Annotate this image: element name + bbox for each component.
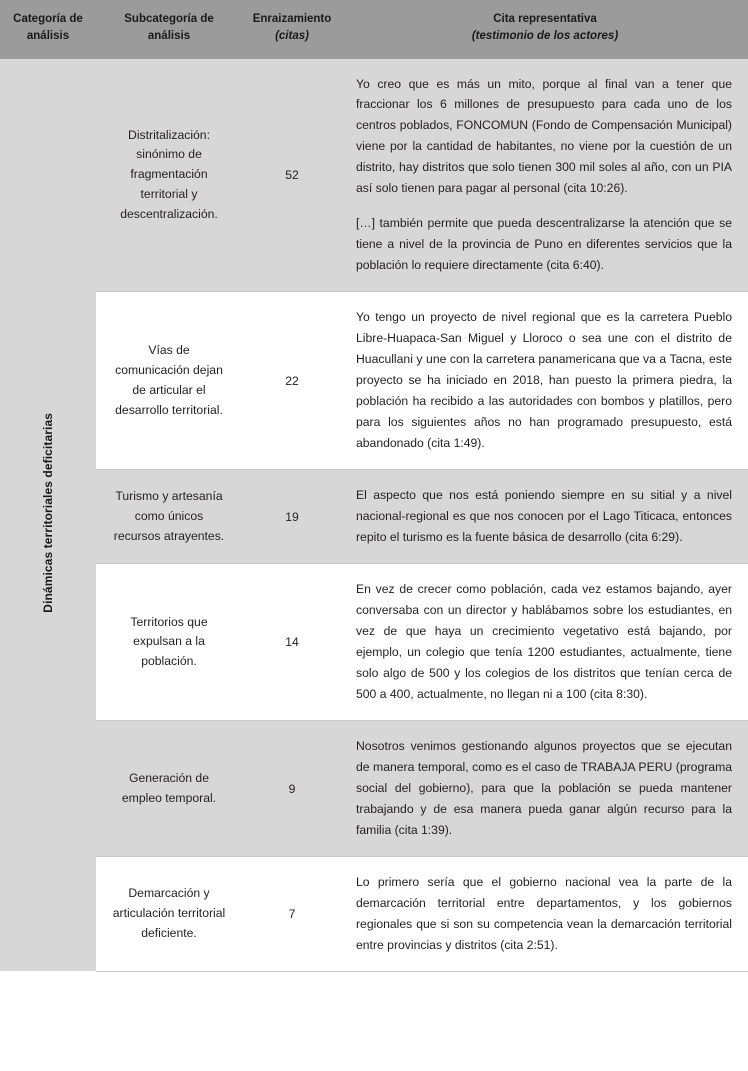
quote-paragraph: En vez de crecer como población, cada vez estamos bajando, ayer conversaba con un director y hablábamos sobre los estudiantes, en vez de que haya un crecimiento vegetativo está bajando, por ejemplo, un colegio que tenía 1200 estudiantes, actualmente, tiene solo algo de 500 y los colegios de los distritos que tenían cerca de 500 a 400, actualmente, no llegan ni a 100 (cita 8:30). [356, 582, 732, 702]
subcategory-cell: Distritalización: sinónimo de fragmentación territorial y descentralización. [96, 59, 242, 292]
table-row [0, 59, 748, 292]
table-row [0, 564, 748, 721]
subcategory-cell: Demarcación y articulación territorial deficiente. [96, 857, 242, 972]
table-head [0, 0, 748, 59]
quote-paragraph: Lo primero sería que el gobierno nacional vea la parte de la demarcación territorial entre departamentos, y los gobiernos regionales que si son su competencia vean la demarcación territorial entre provincias y distritos (cita 2:51). [356, 875, 732, 952]
subcategory-cell: Territorios que expulsan a la población. [96, 564, 242, 721]
enraizamiento-cell: 7 [242, 857, 342, 972]
column-header-categoria-line2: análisis [26, 30, 70, 43]
column-header-categoria [0, 0, 96, 59]
column-header-subcategoria-line1: Subcategoría de [124, 13, 214, 25]
quote-cell [342, 59, 748, 292]
subcategory-cell: Generación de empleo temporal. [96, 721, 242, 857]
enraizamiento-cell: 14 [242, 564, 342, 721]
column-header-cita [342, 0, 748, 59]
quote-cell [342, 564, 748, 721]
column-header-enraizamiento-line1: Enraizamiento [252, 13, 332, 25]
enraizamiento-cell: 9 [242, 721, 342, 857]
quote-paragraph: […] también permite que pueda descentralizarse la atención que se tiene a nivel de la provincia de Puno en diferentes servicios que la población lo requiere directamente (cita 6:40). [356, 216, 732, 273]
column-header-subcategoria [96, 0, 242, 59]
header-row [0, 0, 748, 59]
table-row [0, 721, 748, 857]
column-header-cita-line2: (testimonio de los actores) [471, 30, 619, 43]
column-header-categoria-line1: Categoría de [13, 13, 83, 25]
enraizamiento-cell: 52 [242, 59, 342, 292]
enraizamiento-cell: 19 [242, 470, 342, 564]
quote-cell [342, 470, 748, 564]
column-header-enraizamiento-line2: (citas) [275, 30, 309, 43]
table-row [0, 292, 748, 470]
quote-cell [342, 857, 748, 972]
quote-paragraph: Nosotros venimos gestionando algunos proyectos que se ejecutan de manera temporal, como es el caso de TRABAJA PERU (programa social del gobierno), para que la población se pueda mantener trabajando y de esa manera pueda ganar algún recurso para la familia (cita 1:39). [356, 739, 732, 838]
quote-cell [342, 292, 748, 470]
table-body [0, 59, 748, 972]
subcategory-cell: Turismo y artesanía como únicos recursos atrayentes. [96, 470, 242, 564]
quote-cell [342, 721, 748, 857]
category-cell [0, 59, 96, 972]
column-header-subcategoria-line2: análisis [147, 30, 191, 43]
table-row [0, 857, 748, 972]
table-row [0, 470, 748, 564]
quote-paragraph: Yo creo que es más un mito, porque al final van a tener que fraccionar los 6 millones de presupuesto para cada uno de los centros poblados, FONCOMUN (Fondo de Compensación Municipal) viene por la cantidad de habitantes, no viene por la cuestión de un distrito, hay distritos que solo tienen 300 mil soles al año, con un PIA así solo tienen para pagar al personal (cita 10:26). [356, 76, 732, 196]
quote-paragraph: El aspecto que nos está poniendo siempre en su sitial y a nivel nacional-regional es que nos conocen por el Lago Titicaca, entonces repito el turismo es la fuente básica de desarrollo (cita 6:29). [356, 488, 732, 545]
column-header-cita-line1: Cita representativa [493, 13, 597, 25]
enraizamiento-cell: 22 [242, 292, 342, 470]
quote-paragraph: Yo tengo un proyecto de nivel regional que es la carretera Pueblo Libre-Huapaca-San Miguel y Lloroco o sea une con el distrito de Huacullani y une con la carretera panamericana que va a Tacna, este proyecto se ha iniciado en 2018, han puesto la primera piedra, la población ha recibido a las autoridades con bombos y platillos, pero para los siguientes años no han programado presupuesto, está abandonado (cita 1:49). [356, 310, 732, 451]
column-header-enraizamiento [242, 0, 342, 59]
category-vertical-label: Dinámicas territoriales deficitarias [41, 412, 55, 613]
subcategory-cell: Vías de comunicación dejan de articular el desarrollo territorial. [96, 292, 242, 470]
